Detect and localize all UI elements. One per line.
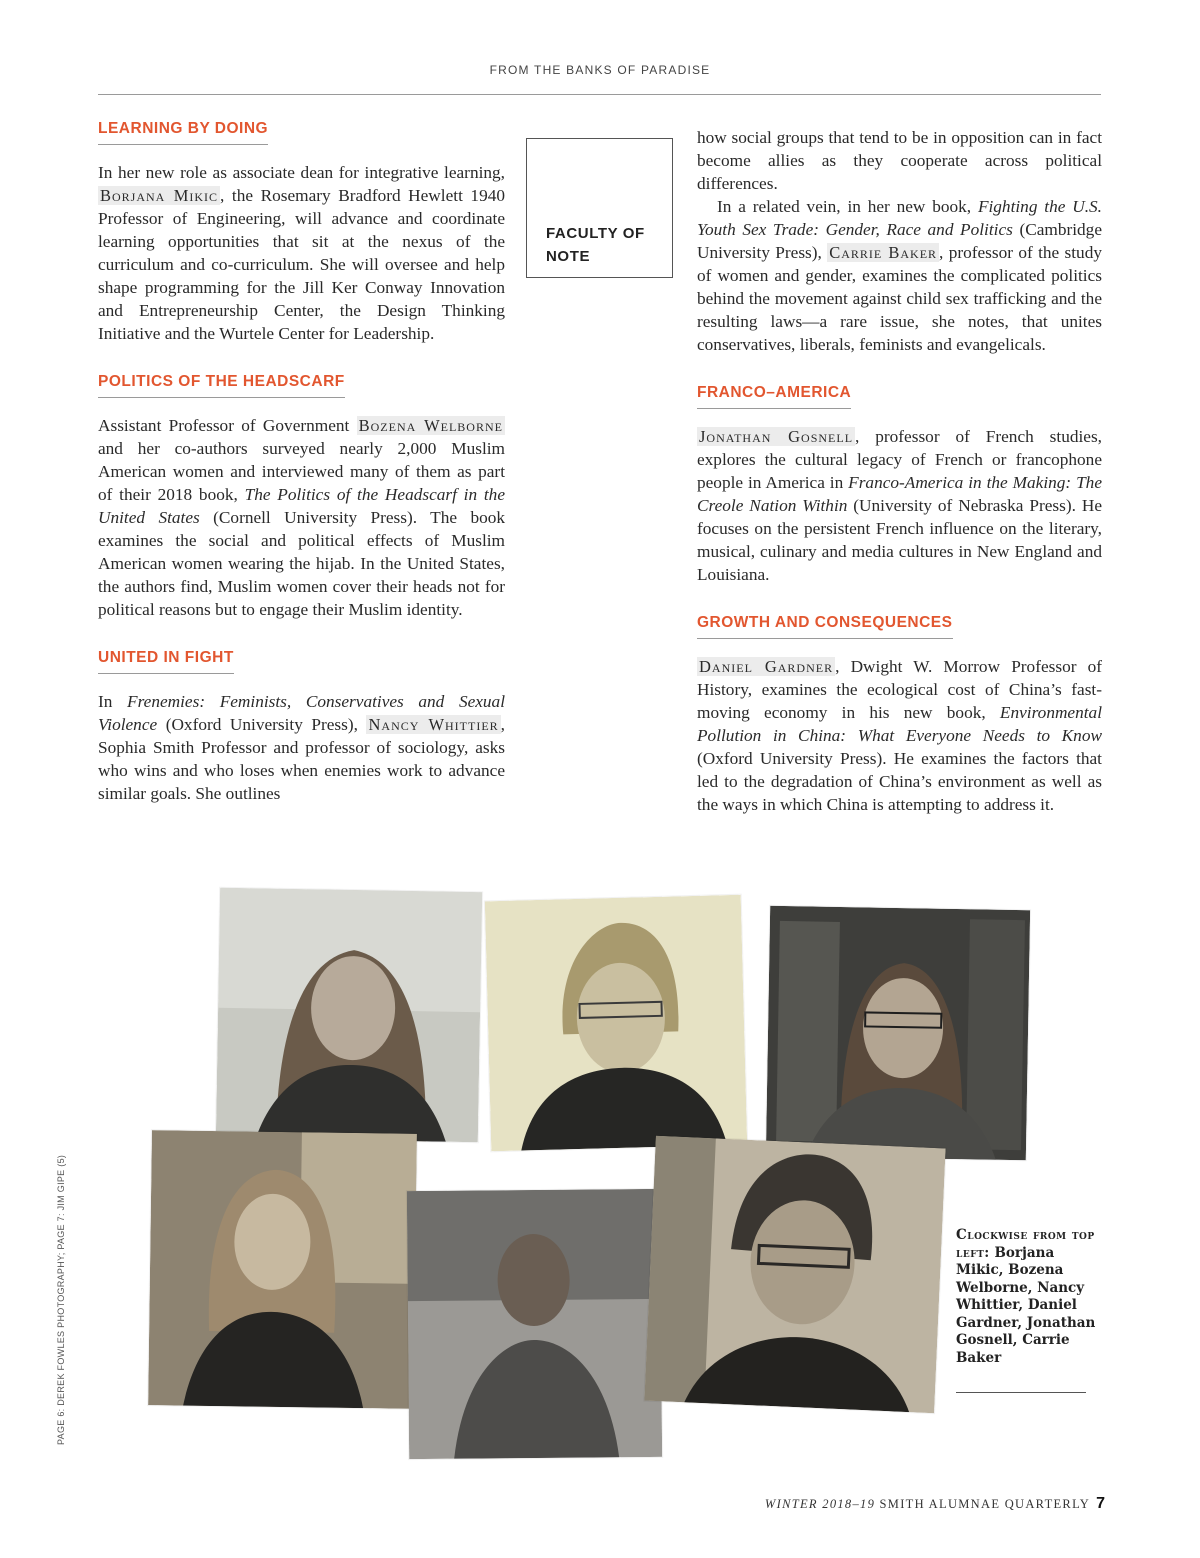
- portrait-photo-mikic: [216, 888, 482, 1143]
- publication-name: SMITH ALUMNAE QUARTERLY: [875, 1497, 1091, 1511]
- portrait-photo-whittier: [148, 1130, 417, 1409]
- portrait-photo-gosnell: [407, 1189, 662, 1459]
- book-title: The Politics of the Headscarf in the United States: [98, 485, 505, 527]
- photo-caption: [956, 1227, 1096, 1367]
- running-head: FROM THE BANKS OF PARADISE: [489, 63, 711, 77]
- body-text: , professor of the study of women and gender, examines the complicated politics behind the movement against child sex trafficking and the resulting laws—a rare issue, she notes, that unites conservatives, liberals, feminists and evangelicals.: [697, 243, 1102, 354]
- body-text: (Oxford University Press),: [157, 715, 367, 734]
- faculty-of-note-box: [526, 138, 673, 278]
- section-body: [697, 655, 1102, 816]
- section-heading: UNITED IN FIGHT: [98, 649, 234, 674]
- header-rule: [98, 94, 1101, 95]
- body-text: , professor of French studies, explores the cultural legacy of French or francophone people in America in: [697, 427, 1102, 492]
- body-text: and her co-authors surveyed nearly 2,000 Muslim American women and interviewed many of them as part of their 2018 book,: [98, 439, 505, 504]
- section-body: [98, 690, 505, 805]
- body-text: , Sophia Smith Professor and professor of sociology, asks who wins and who loses when enemies work to advance similar goals. She outlines: [98, 715, 505, 803]
- body-text: , the Rosemary Bradford Hewlett 1940 Professor of Engineering, will advance and coordinate learning opportunities that sit at the nexus of the curriculum and co-curriculum. She will oversee and help shape programming for the Jill Ker Conway Innovation and Entrepreneurship Center, the Design Thinking Initiative and the Wurtele Center for Leadership.: [98, 186, 505, 343]
- section-learning: [98, 120, 505, 345]
- section-fight: [98, 649, 505, 805]
- caption-rule: [956, 1392, 1086, 1393]
- faculty-name: Bozena Welborne: [358, 416, 503, 435]
- section-body: [98, 161, 505, 345]
- section-body: how social groups that tend to be in opposition can in fact become allies as they cooperate across political differences.: [697, 128, 1102, 193]
- caption-lead: Clockwise from top left:: [956, 1227, 1095, 1261]
- page-footer: [765, 1495, 1105, 1513]
- body-text: In a related vein, in her new book,: [717, 197, 978, 216]
- section-body: [697, 195, 1102, 356]
- body-text: (Oxford University Press). He examines the factors that led to the degradation of China’s environment as well as the ways in which China is attempting to address it.: [697, 749, 1102, 814]
- book-title: Frenemies: Feminists, Conservatives and Sexual Violence: [98, 692, 506, 734]
- section-heading: POLITICS OF THE HEADSCARF: [98, 373, 345, 398]
- caption-names: Borjana Mikic, Bozena Welborne, Nancy Whittier, Daniel Gardner, Jonathan Gosnell, Carrie Baker: [956, 1244, 1096, 1366]
- issue-date: WINTER 2018–19: [764, 1497, 876, 1511]
- book-title: Fighting the U.S. Youth Sex Trade: Gender, Race and Politics: [697, 197, 1102, 239]
- section-heading: GROWTH AND CONSEQUENCES: [697, 614, 953, 639]
- photo-credit: PAGE 6: DEREK FOWLES PHOTOGRAPHY; PAGE 7: JIM GIPE (5): [56, 1154, 66, 1445]
- left-column: [98, 120, 505, 833]
- body-text: (Cornell University Press). The book examines the social and political effects of Muslim American women wearing the hijab. In the United States, the authors find, Muslim women cover their heads not for political reasons but to engage their Muslim identity.: [98, 508, 506, 619]
- faculty-name: Daniel Gardner: [699, 657, 834, 676]
- faculty-name: Carrie Baker: [829, 243, 938, 262]
- body-text: (Cambridge University Press),: [697, 220, 1102, 262]
- portrait-photo-welborne: [485, 895, 747, 1152]
- faculty-name: Nancy Whittier: [368, 715, 499, 734]
- book-title: Environmental Pollution in China: What Everyone Needs to Know: [697, 703, 1102, 745]
- section-franco: [697, 384, 1102, 586]
- faculty-name: Borjana Mikic: [100, 186, 219, 205]
- book-title: Franco-America in the Making: The Creole Nation Within: [697, 473, 1102, 515]
- box-label: FACULTY OF NOTE: [546, 225, 645, 265]
- page-number: 7: [1096, 1495, 1105, 1512]
- right-column: [697, 126, 1102, 844]
- body-text: , Dwight W. Morrow Professor of History, examines the ecological cost of China’s fast-moving economy in his new book,: [697, 657, 1103, 722]
- body-text: (University of Nebraska Press). He focuses on the persistent French influence on the literary, musical, culinary and media cultures in New England and Louisiana.: [697, 496, 1102, 584]
- body-text: In: [98, 692, 128, 711]
- body-text: In her new role as associate dean for integrative learning,: [98, 163, 505, 182]
- body-text: Assistant Professor of Government: [98, 416, 357, 435]
- section-heading: FRANCO–AMERICA: [697, 384, 851, 409]
- section-growth: [697, 614, 1102, 816]
- section-body: [697, 425, 1102, 586]
- section-fight-continued: [697, 126, 1102, 356]
- section-heading: LEARNING BY DOING: [98, 120, 268, 145]
- portrait-photo-gardner: [644, 1136, 945, 1413]
- faculty-name: Jonathan Gosnell: [699, 427, 854, 446]
- section-headscarf: [98, 373, 505, 621]
- portrait-photo-baker: [766, 906, 1030, 1160]
- section-body: [98, 414, 505, 621]
